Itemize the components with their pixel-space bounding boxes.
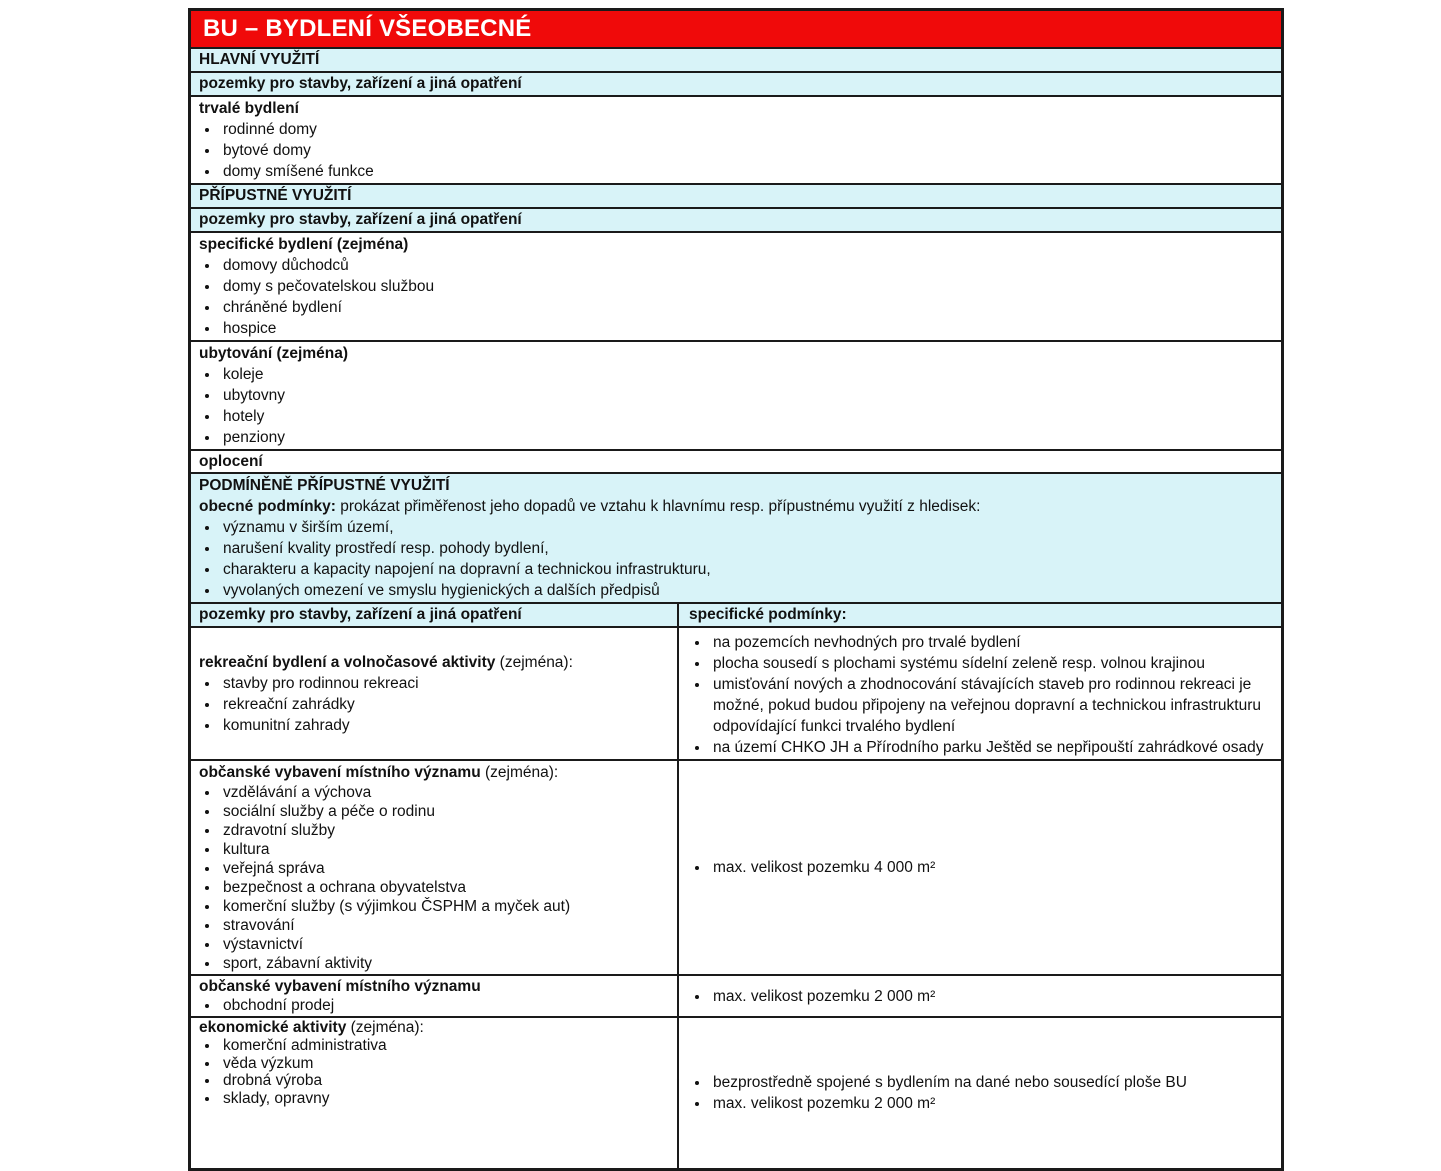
bullet-item: • komerční administrativa	[220, 1037, 669, 1055]
block-heading-line	[199, 762, 669, 783]
zoning-regulation-table	[188, 8, 1284, 1171]
bullet-item: • komunitní zahrady	[220, 715, 669, 736]
bullet-item: • plocha sousedí s plochami systému sídelní zeleně resp. volnou krajinou	[710, 653, 1273, 674]
bullet-item: • bytové domy	[220, 140, 1273, 161]
table-title: BU – BYDLENÍ VŠEOBECNÉ	[203, 15, 532, 42]
bullet-item: • domy s pečovatelskou službou	[220, 276, 1273, 297]
row-obcanske-vybaveni-obchodni-prodej	[191, 976, 1281, 1018]
bullet-item: • stravování	[220, 916, 669, 935]
column-header-pozemky	[191, 604, 679, 626]
bullet-item: • veřejná správa	[220, 859, 669, 878]
bullet-item: • max. velikost pozemku 4 000 m²	[710, 857, 1273, 878]
cell-left	[191, 1018, 679, 1168]
block-heading-suffix: (zejména):	[480, 764, 559, 781]
obecne-podminky-label: obecné podmínky:	[199, 498, 336, 515]
bullet-item: • penziony	[220, 427, 1273, 448]
obecne-podminky-paragraph	[199, 496, 1273, 517]
bullet-item: • rodinné domy	[220, 119, 1273, 140]
bullet-item: • bezpečnost a ochrana obyvatelstva	[220, 878, 669, 897]
bullet-item: • vyvolaných omezení ve smyslu hygienických a dalších předpisů	[220, 580, 1273, 601]
bullet-item: • sport, zábavní aktivity	[220, 954, 669, 973]
table-title-bar	[191, 11, 1281, 49]
bullet-item: • bezprostředně spojené s bydlením na dané nebo sousedící ploše BU	[710, 1072, 1273, 1093]
section-header-pozemky-2	[191, 209, 1281, 233]
cell-left	[191, 976, 679, 1016]
bullet-item: • obchodní prodej	[220, 996, 669, 1015]
block-heading: oplocení	[199, 453, 263, 470]
cell-right	[679, 628, 1281, 759]
bullet-item: • zdravotní služby	[220, 821, 669, 840]
bullet-list	[689, 632, 1273, 758]
bullet-item: • hospice	[220, 318, 1273, 339]
bullet-item: • ubytovny	[220, 385, 1273, 406]
bullet-list	[199, 255, 1273, 339]
cell-right	[679, 761, 1281, 974]
bullet-item: • charakteru a kapacity napojení na dopravní a technickou infrastrukturu,	[220, 559, 1273, 580]
bullet-list	[199, 1037, 669, 1107]
bullet-item: • hotely	[220, 406, 1273, 427]
bullet-item: • umisťování nových a zhodnocování stávajících staveb pro rodinnou rekreaci je možné, pokud budou připojeny na veřejnou dopravní a technickou infrastrukturu odpovídající funkci trvalého bydlení	[710, 674, 1273, 737]
block-heading-line	[199, 1019, 669, 1037]
bullet-list	[199, 517, 1273, 601]
cell-left	[191, 761, 679, 974]
bullet-item: • sociální služby a péče o rodinu	[220, 802, 669, 821]
block-heading: ekonomické aktivity	[199, 1019, 347, 1036]
section-label: pozemky pro stavby, zařízení a jiná opatření	[199, 75, 522, 92]
bullet-list	[689, 986, 1273, 1007]
row-rekreacni-bydleni	[191, 628, 1281, 761]
bullet-list	[199, 673, 669, 736]
cell-right	[679, 976, 1281, 1016]
bullet-item: • drobná výroba	[220, 1072, 669, 1090]
block-heading: občanské vybavení místního významu	[199, 978, 481, 995]
bullet-item: • koleje	[220, 364, 1273, 385]
section-label: pozemky pro stavby, zařízení a jiná opatření	[199, 211, 522, 228]
bullet-item: • výstavnictví	[220, 935, 669, 954]
block-heading-line	[199, 652, 669, 673]
bullet-item: • domy smíšené funkce	[220, 161, 1273, 182]
bullet-item: • narušení kvality prostředí resp. pohody bydlení,	[220, 538, 1273, 559]
section-label: PŘÍPUSTNÉ VYUŽITÍ	[199, 187, 352, 204]
obecne-podminky-text: prokázat přiměřenost jeho dopadů ve vztahu k hlavnímu resp. přípustnému využití z hledisek:	[340, 498, 981, 515]
section-header-pozemky-1	[191, 73, 1281, 97]
column-header-label: pozemky pro stavby, zařízení a jiná opatření	[199, 606, 522, 623]
bullet-list	[199, 119, 1273, 182]
section-header-hlavni-vyuziti	[191, 49, 1281, 73]
bullet-item: • komerční služby (s výjimkou ČSPHM a myček aut)	[220, 897, 669, 916]
block-trvale-bydleni	[191, 97, 1281, 185]
block-oploceni	[191, 451, 1281, 474]
bullet-item: • chráněné bydlení	[220, 297, 1273, 318]
column-header-specificke-podminky	[679, 604, 1281, 626]
section-label: HLAVNÍ VYUŽITÍ	[199, 51, 320, 68]
cell-right	[679, 1018, 1281, 1168]
block-heading: specifické bydlení (zejména)	[199, 236, 409, 253]
bullet-item: • domovy důchodců	[220, 255, 1273, 276]
block-ubytovani	[191, 342, 1281, 451]
column-header-label: specifické podmínky:	[689, 606, 847, 623]
bullet-item: • významu v širším území,	[220, 517, 1273, 538]
row-obcanske-vybaveni-zejmena	[191, 761, 1281, 976]
bullet-item: • max. velikost pozemku 2 000 m²	[710, 1093, 1273, 1114]
bullet-item: • stavby pro rodinnou rekreaci	[220, 673, 669, 694]
block-heading: ubytování (zejména)	[199, 345, 348, 362]
block-heading: rekreační bydlení a volnočasové aktivity	[199, 653, 496, 671]
section-label: PODMÍNĚNĚ PŘÍPUSTNÉ VYUŽITÍ	[199, 477, 450, 494]
bullet-item: • max. velikost pozemku 2 000 m²	[710, 986, 1273, 1007]
bullet-item: • kultura	[220, 840, 669, 859]
block-heading-suffix: (zejména):	[495, 653, 573, 671]
bullet-list	[689, 857, 1273, 878]
bullet-list	[689, 1072, 1273, 1114]
bullet-item: • věda výzkum	[220, 1055, 669, 1073]
bullet-list	[199, 996, 669, 1015]
block-heading: trvalé bydlení	[199, 100, 299, 117]
bullet-item: • na území CHKO JH a Přírodního parku Ještěd se nepřipouští zahrádkové osady	[710, 737, 1273, 758]
section-header-pripustne-vyuziti	[191, 185, 1281, 209]
bullet-item: • vzdělávání a výchova	[220, 783, 669, 802]
block-specificke-bydleni	[191, 233, 1281, 342]
bullet-item: • na pozemcích nevhodných pro trvalé bydlení	[710, 632, 1273, 653]
bullet-item: • rekreační zahrádky	[220, 694, 669, 715]
bullet-item: • sklady, opravny	[220, 1090, 669, 1108]
cell-left	[191, 628, 679, 759]
two-column-header-row	[191, 604, 1281, 628]
block-heading-suffix: (zejména):	[346, 1019, 424, 1036]
block-podminene-pripustne	[191, 474, 1281, 604]
bullet-list	[199, 783, 669, 973]
row-ekonomicke-aktivity	[191, 1018, 1281, 1168]
block-heading-line	[199, 977, 669, 996]
bullet-list	[199, 364, 1273, 448]
block-heading: občanské vybavení místního významu	[199, 764, 481, 781]
